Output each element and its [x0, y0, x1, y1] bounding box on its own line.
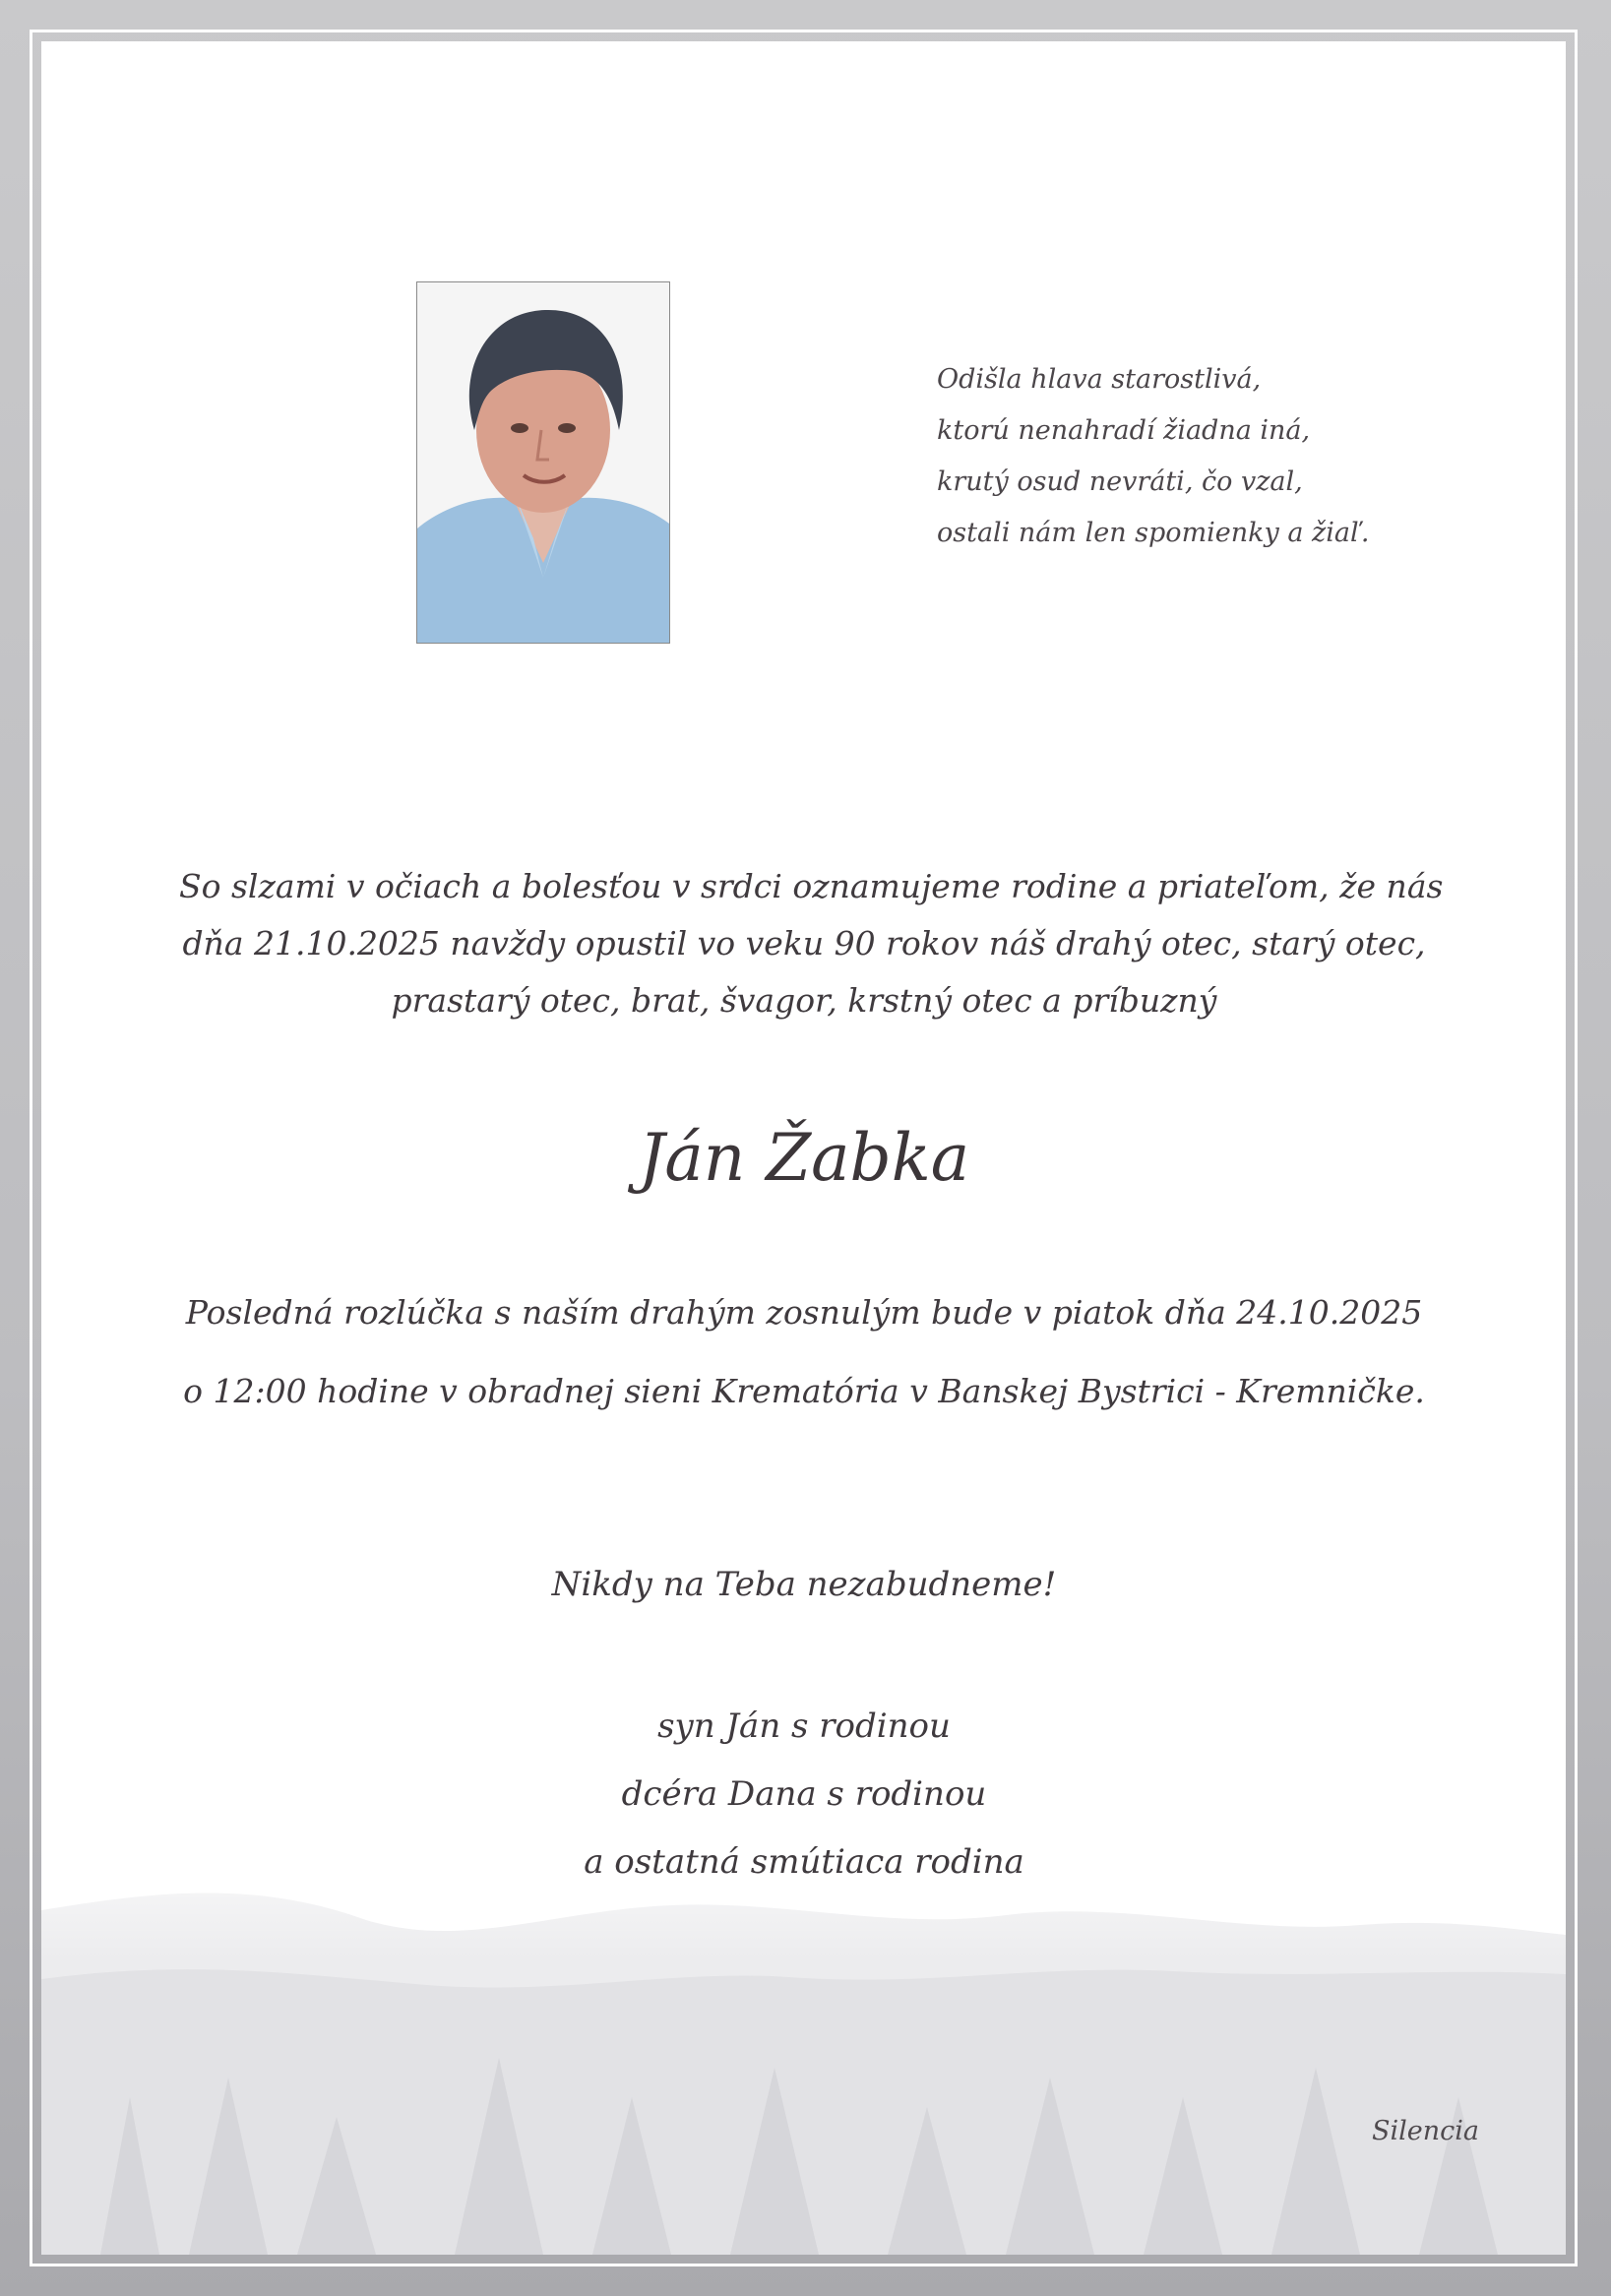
announcement-line: prastarý otec, brat, švagor, krstný otec a príbuzný [391, 981, 1217, 1020]
never-forget-message: Nikdy na Teba nezabudneme! [551, 1565, 1057, 1604]
funeral-line: o 12:00 hodine v obradnej sieni Krematória v Banskej Bystrici - Kremničke. [183, 1372, 1425, 1410]
death-announcement [179, 858, 1444, 1029]
mourning-family [179, 1693, 1429, 1896]
deceased-photo [416, 281, 670, 644]
obituary-card [41, 41, 1566, 2255]
announcement-line: So slzami v očiach a bolesťou v srdci oznamujeme rodine a priateľom, že nás [179, 867, 1444, 905]
family-line: syn Ján s rodinou [657, 1706, 951, 1746]
deceased-name: Ján Žabka [638, 1120, 970, 1196]
memorial-poem [937, 354, 1369, 559]
family-line: dcéra Dana s rodinou [621, 1774, 987, 1814]
publisher-mark: Silencia [1372, 2116, 1479, 2146]
poem-line: krutý osud nevráti, čo vzal, [937, 466, 1303, 497]
poem-line: ostali nám len spomienky a žiaľ. [937, 518, 1370, 548]
portrait-image [417, 282, 669, 643]
poem-line: Odišla hlava starostlivá, [937, 364, 1262, 395]
funeral-details [179, 1273, 1429, 1431]
family-line: a ostatná smútiaca rodina [584, 1842, 1024, 1882]
funeral-line: Posledná rozlúčka s naším drahým zosnulým bude v piatok dňa 24.10.2025 [185, 1293, 1423, 1332]
poem-line: ktorú nenahradí žiadna iná, [937, 415, 1311, 446]
announcement-line: dňa 21.10.2025 navždy opustil vo veku 90 rokov náš drahý otec, starý otec, [182, 924, 1426, 962]
